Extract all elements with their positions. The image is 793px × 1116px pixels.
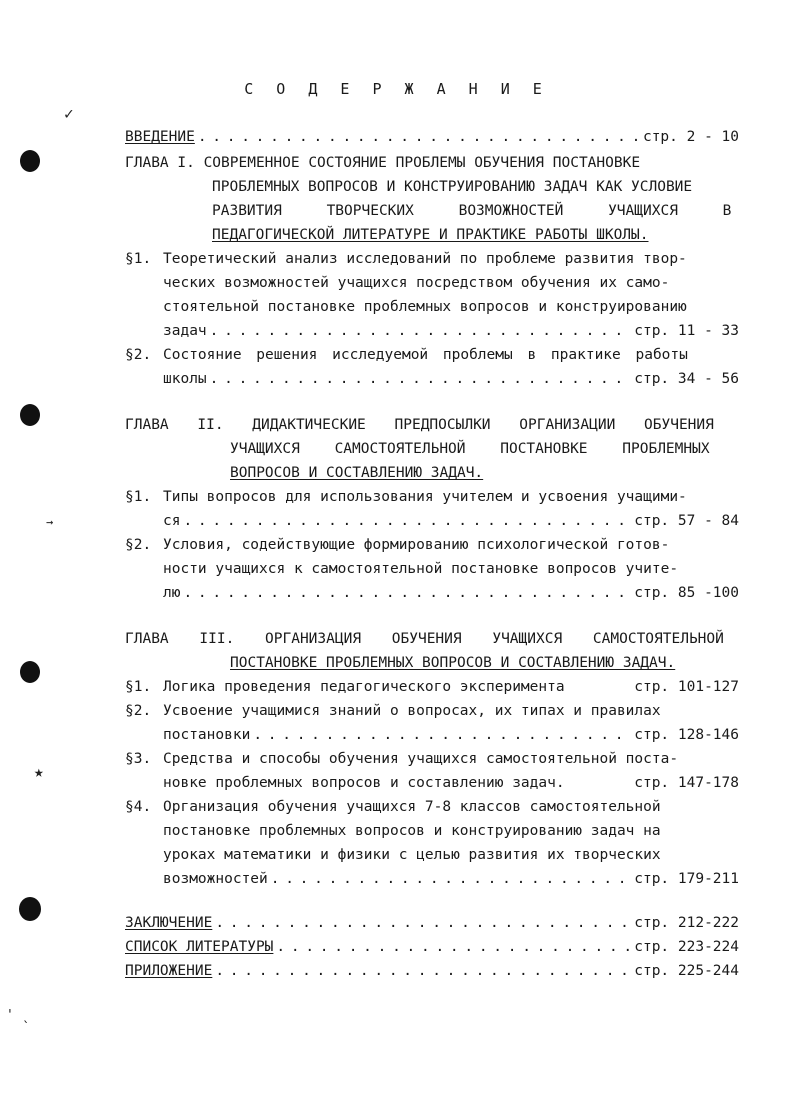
margin-tick-icon: ' ˎ	[6, 1008, 30, 1023]
punch-hole-mark	[20, 661, 40, 683]
punch-hole-mark	[20, 404, 40, 426]
toc-label: Логика проведения педагогического эксперимента	[163, 679, 565, 695]
chapter-1-heading-cont: ПРОБЛЕМНЫХ ВОПРОСОВ И КОНСТРУИРОВАНИЮ ЗАДАЧ КАК УСЛОВИЕ	[212, 179, 693, 195]
toc-label: лю	[163, 585, 181, 601]
margin-star-icon: ★	[34, 762, 44, 781]
toc-entry[interactable]	[163, 726, 739, 744]
toc-label: ЗАКЛЮЧЕНИЕ	[125, 915, 213, 931]
chapter-1-heading-cont: ПЕДАГОГИЧЕСКОЙ ЛИТЕРАТУРЕ И ПРАКТИКЕ РАБОТЫ ШКОЛЫ.	[212, 227, 649, 243]
section-number: §1.	[125, 679, 152, 695]
section-text: Усвоение учащимися знаний о вопросах, их типах и правилах	[163, 703, 661, 719]
toc-entry-literature[interactable]	[125, 938, 739, 956]
margin-scribble-icon: ✓	[64, 104, 74, 123]
toc-entry[interactable]	[163, 512, 739, 530]
punch-hole-mark	[20, 150, 40, 172]
chapter-2-heading-cont: УЧАЩИХСЯ САМОСТОЯТЕЛЬНОЙ ПОСТАНОВКЕ ПРОБЛЕМНЫХ	[230, 441, 710, 457]
toc-entry-conclusion[interactable]	[125, 914, 739, 932]
toc-label: новке проблемных вопросов и составлению задач.	[163, 775, 565, 791]
toc-pages: стр. 57 - 84	[634, 513, 739, 529]
toc-pages: стр. 101-127	[634, 679, 739, 695]
punch-hole-mark	[19, 897, 41, 921]
section-text: Состояние решения исследуемой проблемы в практике работы	[163, 347, 688, 363]
section-text: уроках математики и физики с целью развития их творческих	[163, 847, 661, 863]
section-text: Условия, содействующие формированию психологической готов-	[163, 537, 670, 553]
section-number: §3.	[125, 751, 152, 767]
toc-pages: стр. 212-222	[634, 915, 739, 931]
chapter-2-heading-cont: ВОПРОСОВ И СОСТАВЛЕНИЮ ЗАДАЧ.	[230, 465, 484, 481]
section-text: ческих возможностей учащихся посредством обучения их само-	[163, 275, 670, 291]
section-text: стоятельной постановке проблемных вопросов и конструированию	[163, 299, 687, 315]
section-number: §1.	[125, 489, 152, 505]
toc-entry[interactable]	[163, 678, 739, 696]
toc-entry-intro[interactable]	[125, 128, 739, 146]
toc-entry-appendix[interactable]	[125, 962, 739, 980]
section-number: §2.	[125, 347, 152, 363]
chapter-1-heading: ГЛАВА I. СОВРЕМЕННОЕ СОСТОЯНИЕ ПРОБЛЕМЫ ОБУЧЕНИЯ ПОСТАНОВКЕ	[125, 155, 641, 171]
toc-entry[interactable]	[163, 774, 739, 792]
toc-entry[interactable]	[163, 584, 739, 602]
toc-pages: стр. 11 - 33	[634, 323, 739, 339]
page-title: С О Д Е Р Ж А Н И Е	[244, 80, 549, 98]
toc-pages: стр. 128-146	[634, 727, 739, 743]
toc-label: ся	[163, 513, 181, 529]
section-number: §2.	[125, 537, 152, 553]
section-text: Организация обучения учащихся 7-8 классов самостоятельной	[163, 799, 661, 815]
toc-pages: стр. 225-244	[634, 963, 739, 979]
toc-label: постановки	[163, 727, 251, 743]
toc-pages: стр. 223-224	[634, 939, 739, 955]
section-number: §2.	[125, 703, 152, 719]
chapter-1-heading-cont: РАЗВИТИЯ ТВОРЧЕСКИХ ВОЗМОЖНОСТЕЙ УЧАЩИХСЯ В	[212, 203, 732, 219]
chapter-2-heading: ГЛАВА II. ДИДАКТИЧЕСКИЕ ПРЕДПОСЫЛКИ ОРГАНИЗАЦИИ ОБУЧЕНИЯ	[125, 417, 714, 433]
chapter-3-heading: ГЛАВА III. ОРГАНИЗАЦИЯ ОБУЧЕНИЯ УЧАЩИХСЯ САМОСТОЯТЕЛЬНОЙ	[125, 631, 724, 647]
chapter-3-heading-cont: ПОСТАНОВКЕ ПРОБЛЕМНЫХ ВОПРОСОВ И СОСТАВЛЕНИЮ ЗАДАЧ.	[230, 655, 676, 671]
toc-label: ПРИЛОЖЕНИЕ	[125, 963, 213, 979]
margin-arrow-icon: →	[46, 515, 54, 529]
toc-pages: стр. 2 - 10	[642, 129, 739, 145]
toc-label: задач	[163, 323, 207, 339]
toc-label: СПИСОК ЛИТЕРАТУРЫ	[125, 939, 274, 955]
section-text: ности учащихся к самостоятельной постановке вопросов учите-	[163, 561, 679, 577]
toc-entry[interactable]	[163, 870, 739, 888]
section-text: постановке проблемных вопросов и конструированию задач на	[163, 823, 661, 839]
toc-entry[interactable]	[163, 370, 739, 388]
section-text: Типы вопросов для использования учителем и усвоения учащими-	[163, 489, 687, 505]
toc-pages: стр. 147-178	[634, 775, 739, 791]
toc-entry[interactable]	[163, 322, 739, 340]
section-number: §4.	[125, 799, 152, 815]
toc-label: школы	[163, 371, 207, 387]
toc-label: возможностей	[163, 871, 268, 887]
toc-pages: стр. 179-211	[634, 871, 739, 887]
toc-label: ВВЕДЕНИЕ	[125, 129, 195, 145]
section-text: Теоретический анализ исследований по проблеме развития твор-	[163, 251, 687, 267]
toc-pages: стр. 34 - 56	[634, 371, 739, 387]
toc-pages: стр. 85 -100	[634, 585, 739, 601]
section-text: Средства и способы обучения учащихся самостоятельной поста-	[163, 751, 679, 767]
section-number: §1.	[125, 251, 152, 267]
